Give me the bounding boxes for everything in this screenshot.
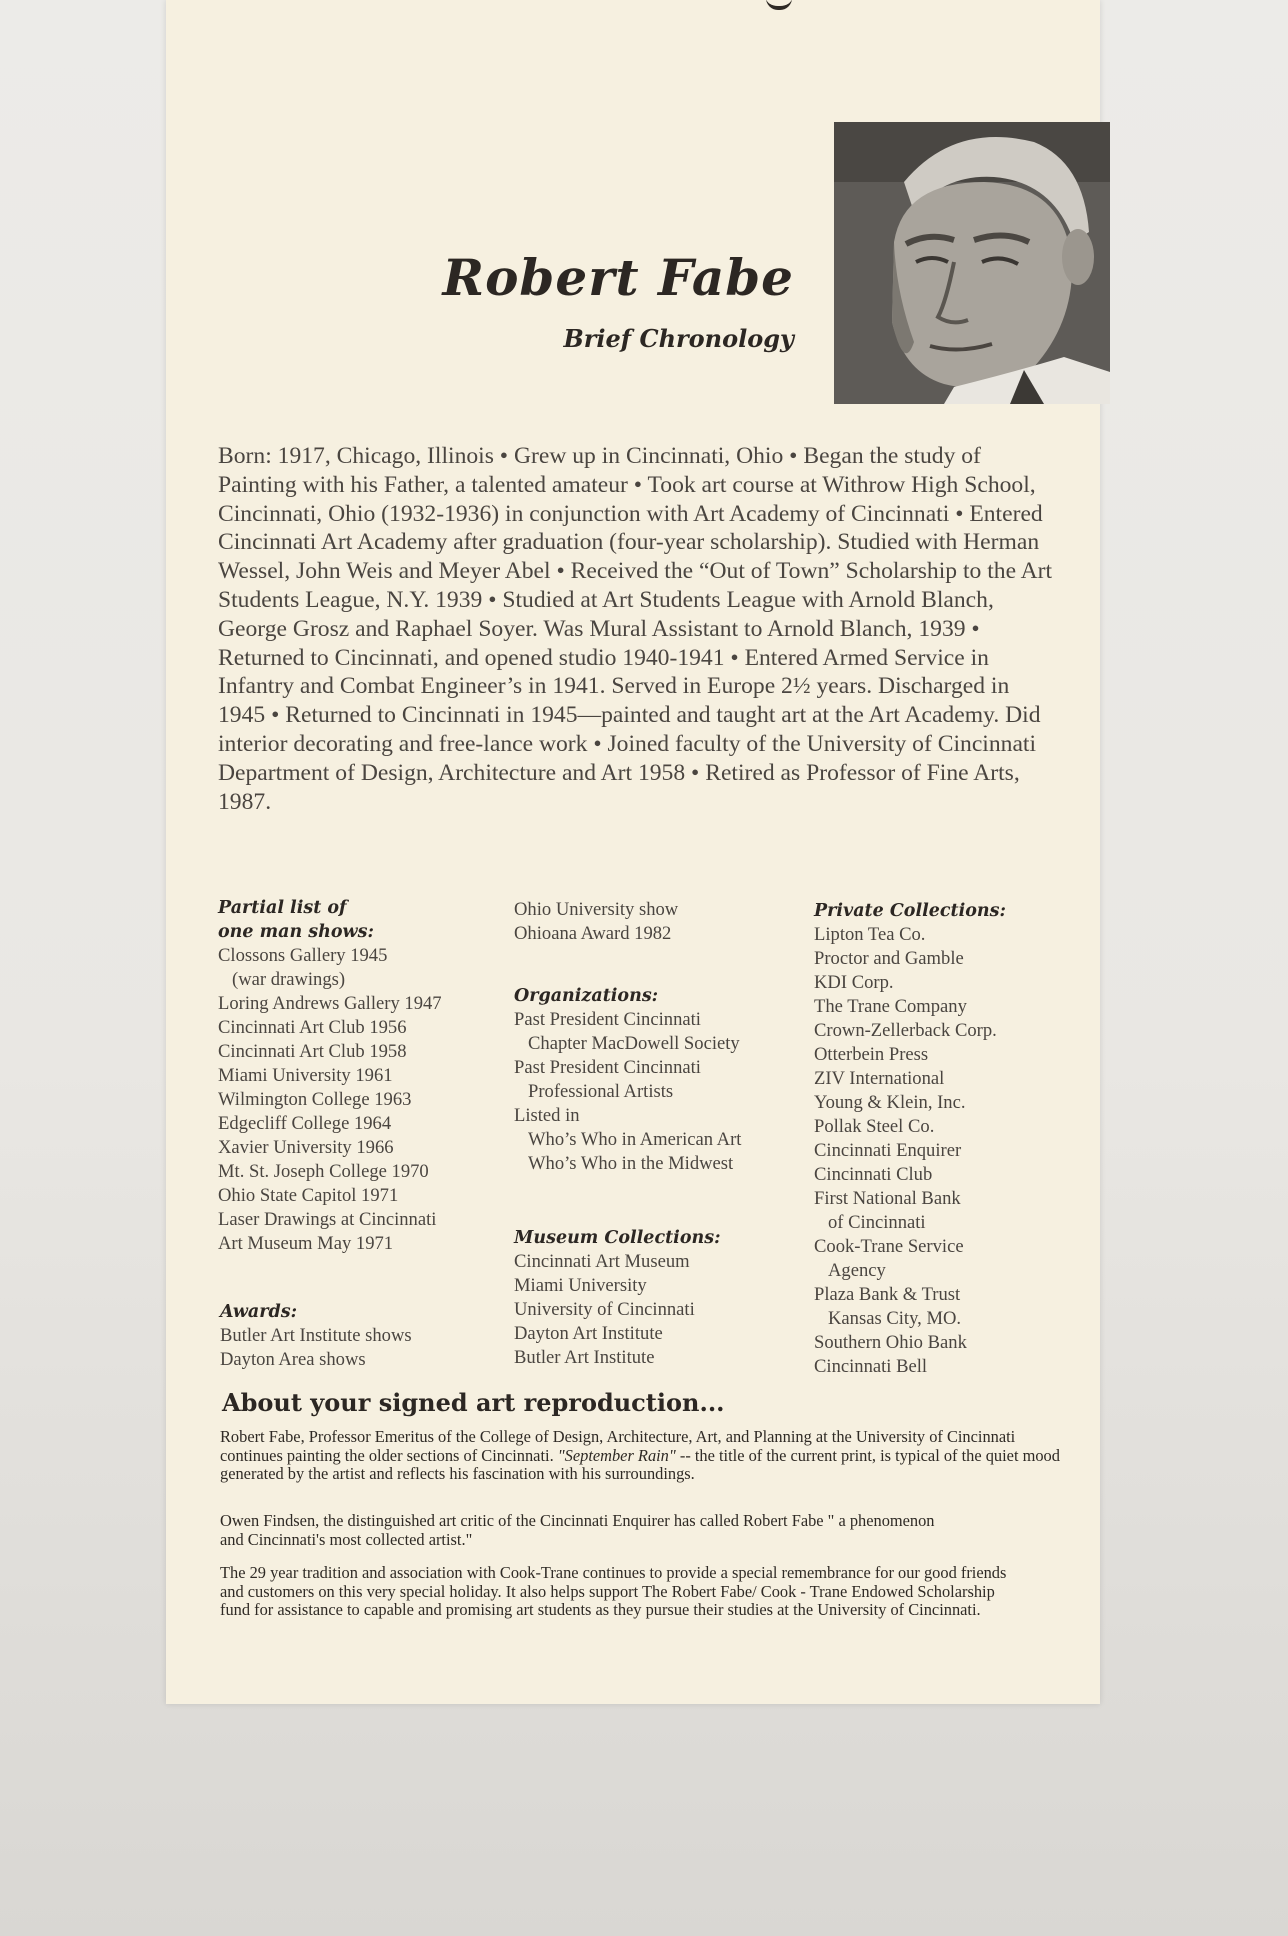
list-item: Miami University 1961 xyxy=(218,1065,393,1086)
about-p1-after: -- the title of the current print, is typical of the quiet mood generated by the artist and reflects his fascination with his surroundings. xyxy=(220,1445,1060,1483)
list-item: Laser Drawings at Cincinnati xyxy=(218,1209,437,1230)
list-item: of Cincinnati xyxy=(828,1212,926,1233)
list-item: Who’s Who in American Art xyxy=(528,1129,742,1150)
list-item: Chapter MacDowell Society xyxy=(528,1033,740,1054)
document-sheet xyxy=(166,0,1100,1704)
organizations-heading: Organizations: xyxy=(514,986,659,1006)
list-item: Ohio State Capitol 1971 xyxy=(218,1185,399,1206)
list-item: Xavier University 1966 xyxy=(218,1137,394,1158)
list-item: Loring Andrews Gallery 1947 xyxy=(218,993,442,1014)
awards-heading: Awards: xyxy=(220,1302,298,1322)
scrap-icon xyxy=(766,0,792,10)
list-item: First National Bank xyxy=(814,1188,961,1209)
list-item: Cincinnati Art Club 1958 xyxy=(218,1041,407,1062)
list-item: Plaza Bank & Trust xyxy=(814,1284,961,1305)
shows-heading-1: Partial list of xyxy=(218,898,347,918)
portrait-photo-icon xyxy=(834,122,1110,404)
print-title: "September Rain" xyxy=(557,1445,676,1465)
about-heading: About your signed art reproduction... xyxy=(222,1388,725,1417)
list-item: Dayton Art Institute xyxy=(514,1323,663,1344)
list-item: Cincinnati Art Club 1956 xyxy=(218,1017,407,1038)
list-item: Edgecliff College 1964 xyxy=(218,1113,392,1134)
list-item: Cook-Trane Service xyxy=(814,1236,964,1257)
list-item: Cincinnati Club xyxy=(814,1164,933,1185)
list-item: Proctor and Gamble xyxy=(814,948,964,969)
list-item: Art Museum May 1971 xyxy=(218,1233,394,1254)
about-paragraph-1 xyxy=(220,1428,1070,1484)
page-subtitle: Brief Chronology xyxy=(563,324,794,353)
list-item: Young & Klein, Inc. xyxy=(814,1092,966,1113)
artist-name: Robert Fabe xyxy=(442,248,794,307)
list-item: Cincinnati Art Museum xyxy=(514,1251,690,1272)
list-item: Cincinnati Enquirer xyxy=(814,1140,962,1161)
list-item: Who’s Who in the Midwest xyxy=(528,1153,734,1174)
list-item: Professional Artists xyxy=(528,1081,674,1102)
list-item: Past President Cincinnati xyxy=(514,1009,701,1030)
list-item: KDI Corp. xyxy=(814,972,894,993)
list-item: ZIV International xyxy=(814,1068,945,1089)
biography-paragraph: Born: 1917, Chicago, Illinois • Grew up in Cincinnati, Ohio • Began the study of Painting with his Father, a talented amateur • Took art course at Withrow High School, Cincinnati, Ohio (1932-1936) in conjunction with Art Academy of Cincinnati • Entered Cincinnati Art Academy after graduation (four-year scholarship). Studied with Herman Wessel, John Weis and Meyer Abel • Received the “Out of Town” Scholarship to the Art Students League, N.Y. 1939 • Studied at Art Students League with Arnold Blanch, George Grosz and Raphael Soyer. Was Mural Assistant to Arnold Blanch, 1939 • Returned to Cincinnati, and opened studio 1940-1941 • Entered Armed Service in Infantry and Combat Engineer’s in 1941. Served in Europe 2½ years. Discharged in 1945 • Returned to Cincinnati in 1945—painted and taught art at the Art Academy. Did interior decorating and free-lance work • Joined faculty of the University of Cincinnati Department of Design, Architecture and Art 1958 • Retired as Professor of Fine Arts, 1987. xyxy=(218,443,1053,815)
list-item: Cincinnati Bell xyxy=(814,1356,928,1377)
list-item: Mt. St. Joseph College 1970 xyxy=(218,1161,429,1182)
list-item: Lipton Tea Co. xyxy=(814,924,926,945)
list-item: Butler Art Institute xyxy=(514,1347,655,1368)
list-item: Clossons Gallery 1945 xyxy=(218,945,388,966)
shows-column xyxy=(218,896,442,1256)
list-item: Miami University xyxy=(514,1275,647,1296)
list-item: Crown-Zellerback Corp. xyxy=(814,1020,997,1041)
list-item: Ohio University show xyxy=(514,899,679,920)
organizations-column xyxy=(514,984,741,1176)
private-collections-column xyxy=(814,899,1006,1379)
private-heading: Private Collections: xyxy=(814,901,1006,921)
list-item: Kansas City, MO. xyxy=(828,1308,962,1329)
list-item: Listed in xyxy=(514,1105,580,1126)
list-item: Butler Art Institute shows xyxy=(220,1325,412,1346)
list-item: (war drawings) xyxy=(232,969,346,990)
about-paragraph-3: The 29 year tradition and association with Cook-Trane continues to provide a special remembrance for our good friends and customers on this very special holiday. It also helps support The Robert Fabe/ Cook - Trane Endowed Scholarship fund for assistance to capable and promising art students as they pursue their studies at the University of Cincinnati. xyxy=(220,1563,1007,1619)
museums-column xyxy=(514,1226,721,1370)
list-item: Southern Ohio Bank xyxy=(814,1332,967,1353)
middle-column-top xyxy=(514,898,678,946)
list-item: Past President Cincinnati xyxy=(514,1057,701,1078)
awards-column xyxy=(220,1300,412,1372)
list-item: Pollak Steel Co. xyxy=(814,1116,935,1137)
museums-heading: Museum Collections: xyxy=(514,1228,721,1248)
about-paragraph-2: Owen Findsen, the distinguished art critic of the Cincinnati Enquirer has called Robert Fabe " a phenomenon and Cincinnati's most collected artist." xyxy=(220,1511,935,1549)
about-p1-before: Robert Fabe, Professor Emeritus of the College of Design, Architecture, Art, and Planning at the University of Cincinnati continues painting the older sections of Cincinnati. xyxy=(220,1427,1016,1465)
list-item: Wilmington College 1963 xyxy=(218,1089,412,1110)
list-item: Ohioana Award 1982 xyxy=(514,923,672,944)
shows-heading-2: one man shows: xyxy=(218,922,374,942)
list-item: University of Cincinnati xyxy=(514,1299,695,1320)
list-item: Otterbein Press xyxy=(814,1044,929,1065)
list-item: The Trane Company xyxy=(814,996,967,1017)
list-item: Agency xyxy=(828,1260,886,1281)
list-item: Dayton Area shows xyxy=(220,1349,366,1370)
